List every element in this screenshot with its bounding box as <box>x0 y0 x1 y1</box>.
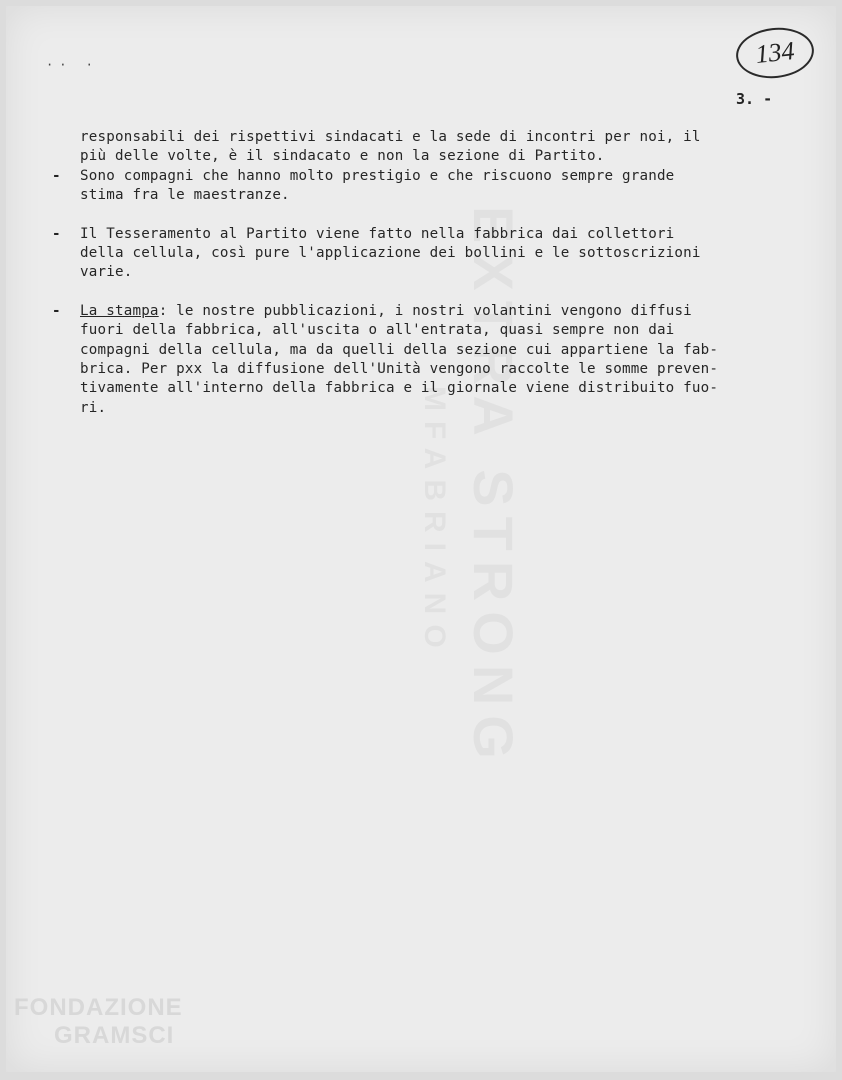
text-line <box>80 244 820 263</box>
bullet-line <box>52 167 820 186</box>
line-text: responsabili dei rispettivi sindacati e la sede di incontri per noi, il <box>80 129 701 145</box>
line-text: fuori della fabbrica, all'uscita o all'entrata, quasi sempre non dai <box>80 322 675 339</box>
text-line <box>80 128 820 147</box>
bullet-line <box>52 225 820 244</box>
line-text: Sono compagni che hanno molto prestigio e che riscuono sempre grande <box>80 167 675 184</box>
text-line <box>80 341 820 360</box>
document-body <box>52 128 820 418</box>
bullet-dash-icon: - <box>52 225 61 242</box>
bullet-dash-icon: - <box>52 167 61 184</box>
logo-line-1: FONDAZIONE <box>14 994 183 1021</box>
line-text: Il Tesseramento al Partito viene fatto nella fabbrica dai collettori <box>80 225 675 242</box>
archive-stamp <box>734 24 817 82</box>
text-line <box>80 147 820 166</box>
line-text: brica. Per pxx la diffusione dell'Unità vengono raccolte le somme preven- <box>80 360 719 377</box>
stamp-number: 134 <box>754 36 796 69</box>
line-text: tivamente all'interno della fabbrica e il giornale viene distribuito fuo- <box>80 380 719 397</box>
margin-marks: ·· · <box>46 58 99 72</box>
line-text: varie. <box>80 264 133 281</box>
line-text: stima fra le maestranze. <box>80 187 290 204</box>
document-page <box>6 6 836 1072</box>
fondazione-gramsci-logo <box>14 994 183 1050</box>
paragraph-gap <box>80 206 820 225</box>
text-line <box>80 263 820 282</box>
text-line <box>80 321 820 340</box>
line-text: più delle volte, è il sindacato e non la sezione di Partito. <box>80 148 605 165</box>
line-text: La stampa: le nostre pubblicazioni, i nostri volantini vengono diffusi <box>80 302 692 319</box>
paragraph-gap <box>80 283 820 302</box>
text-line <box>80 379 820 398</box>
line-text: della cellula, così pure l'applicazione dei bollini e le sottoscrizioni <box>80 244 701 261</box>
line-text: compagni della cellula, ma da quelli della sezione cui appartiene la fab- <box>80 341 719 358</box>
line-text: ri. <box>80 399 107 416</box>
text-line <box>80 399 820 418</box>
text-line <box>80 186 820 205</box>
logo-line-2: GRAMSCI <box>54 1022 175 1049</box>
text-line <box>80 360 820 379</box>
bullet-dash-icon: - <box>52 302 61 319</box>
paper-watermark-secondary <box>417 386 451 658</box>
page-number: 3. - <box>736 90 773 108</box>
bullet-line <box>52 302 820 321</box>
section-heading-stampa: La stampa <box>80 302 159 319</box>
